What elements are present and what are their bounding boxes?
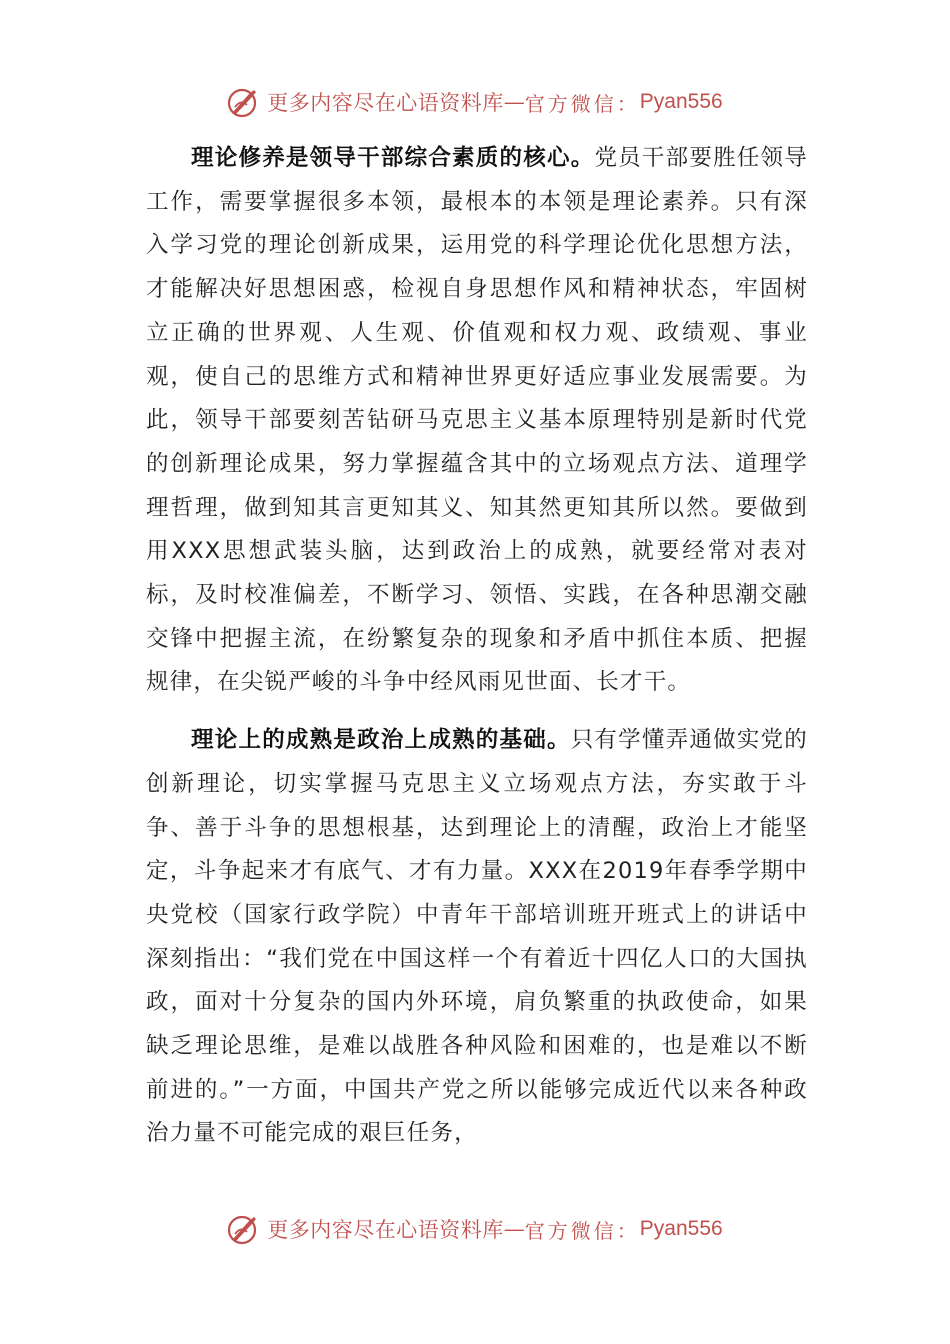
header-banner bbox=[0, 82, 950, 122]
paragraph-2-lead: 理论上的成熟是政治上成熟的基础。 bbox=[191, 727, 571, 754]
banner-wechat-id: Pyan556 bbox=[639, 90, 723, 113]
banner-wechat-label: 官方微信： bbox=[524, 91, 640, 116]
banner-wechat-id: Pyan556 bbox=[639, 1217, 723, 1240]
banner-wechat-label: 官方微信： bbox=[524, 1218, 640, 1243]
paragraph-1-body: 党员干部要胜任领导工作，需要掌握很多本领，最根本的本领是理论素养。只有深入学习党的理论创新成果，运用党的科学理论优化思想方法，才能解决好思想困惑，检视自身思想作风和精神状态，牢固树立正确的世界观、人生观、价值观和权力观、政绩观、事业观，使自己的思维方式和精神世界更好适应事业发展需要。为此，领导干部要刻苦钻研马克思主义基本原理特别是新时代党的创新理论成果，努力掌握蕴含其中的立场观点方法、道理学理哲理，做到知其言更知其义、知其然更知其所以然。要做到用XXX思想武装头脑，达到政治上的成熟，就要经常对表对标，及时校准偏差，不断学习、领悟、实践，在各种思潮交融交锋中把握主流，在纷繁复杂的现象和矛盾中抓住本质、把握规律，在尖锐严峻的斗争中经风雨见世面、长才干。 bbox=[146, 145, 808, 696]
paragraph-1-lead: 理论修养是领导干部综合素质的核心。 bbox=[191, 145, 595, 171]
paragraph-1 bbox=[146, 137, 808, 705]
article-body bbox=[146, 137, 808, 1156]
footer-banner bbox=[0, 1209, 950, 1249]
banner-main-text: 更多内容尽在心语资料库 bbox=[267, 1218, 504, 1242]
banner-dash: — bbox=[503, 90, 525, 114]
paragraph-2 bbox=[146, 719, 808, 1156]
paragraph-2-body: 只有学懂弄通做实党的创新理论，切实掌握马克思主义立场观点方法，夯实敢于斗争、善于斗争的思想根基，达到理论上的清醒，政治上才能坚定，斗争起来才有底气、才有力量。XXX在2019年春季学期中央党校（国家行政学院）中青年干部培训班开班式上的讲话中深刻指出：“我们党在中国这样一个有着近十四亿人口的大国执政，面对十分复杂的国内外环境，肩负繁重的执政使命，如果缺乏理论思维，是难以战胜各种风险和困难的，也是难以不断前进的。”一方面，中国共产党之所以能够完成近代以来各种政治力量不可能完成的艰巨任务， bbox=[146, 727, 808, 1147]
pen-logo-icon bbox=[227, 85, 261, 119]
banner-dash: — bbox=[503, 1217, 525, 1241]
banner-main-text: 更多内容尽在心语资料库 bbox=[267, 91, 504, 115]
pen-logo-icon bbox=[227, 1212, 261, 1246]
